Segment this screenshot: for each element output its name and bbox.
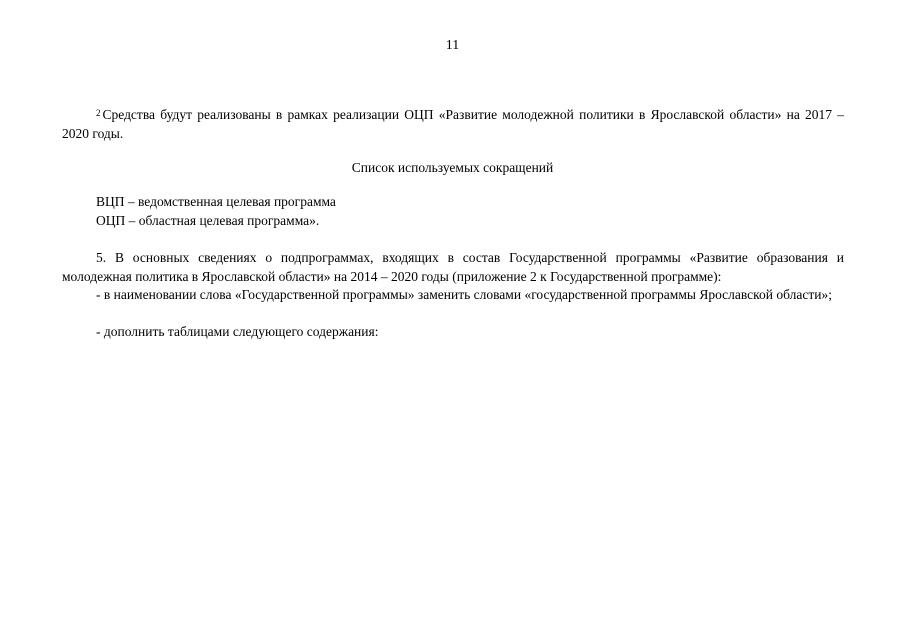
footnote [62, 106, 844, 143]
abbreviations-title: Список используемых сокращений [351, 160, 554, 175]
page-number: 11 [445, 38, 460, 53]
footnote-text: Средства будут реализованы в рамках реализации ОЦП «Развитие молодежной политики в Ярославской области» на 2017 – 2020 годы. [62, 107, 844, 141]
footnote-marker: 2 [96, 108, 101, 118]
abbreviation-item-ocp: ОЦП – областная целевая программа». [96, 212, 320, 228]
paragraph-5: 5. В основных сведениях о подпрограммах, входящих в состав Государственной программы «Развитие образования и молодежная политика в Ярославской области» на 2014 – 2020 годы (приложение 2 к Государственной программе): [62, 250, 844, 284]
abbreviation-item-vcp: ВЦП – ведомственная целевая программа [96, 194, 336, 209]
paragraph-item-add-tables: - дополнить таблицами следующего содержания: [96, 324, 379, 339]
paragraph-item-rename: - в наименовании слова «Государственной программы» заменить словами «государственной программы Ярославской области»; [96, 287, 833, 302]
abbreviations-list [62, 193, 844, 230]
